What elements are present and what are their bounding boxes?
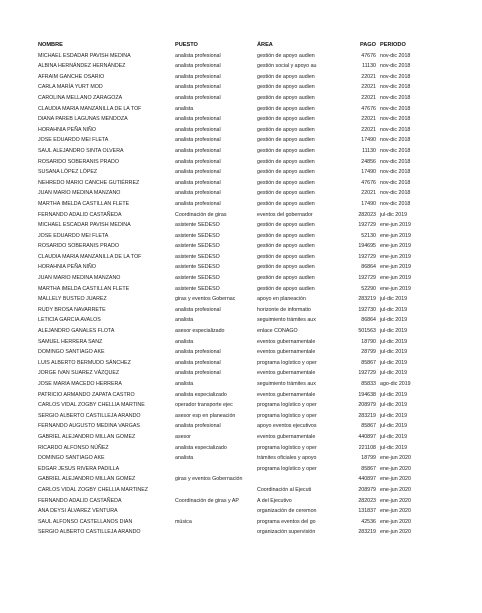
cell-periodo: jul-dic 2019 bbox=[380, 306, 408, 313]
cell-nombre: CAROLINA MELLANO ZARAGOZA bbox=[38, 94, 123, 101]
cell-puesto: analista profesional bbox=[175, 306, 221, 313]
cell-puesto: analista profesional bbox=[175, 359, 221, 366]
cell-pago: 192730 bbox=[358, 306, 376, 313]
cell-nombre: ROSARIDO SOBERANIS PRADO bbox=[38, 158, 119, 165]
cell-nombre: FERNANDO ADALID CASTAÑEDA bbox=[38, 497, 122, 504]
cell-area: gestión de apoyo audien bbox=[257, 275, 315, 282]
cell-nombre: JORGE IVAN SUAREZ VÁZQUEZ bbox=[38, 370, 120, 377]
cell-nombre: MALLELY BUSTEO JUAREZ bbox=[38, 296, 107, 303]
cell-nombre: CLAUDIA MARIA MANZANILLA DE LA TOF bbox=[38, 105, 142, 112]
cell-puesto: analista profesional bbox=[175, 200, 221, 207]
cell-pago: 283219 bbox=[358, 412, 376, 419]
table-row bbox=[38, 125, 448, 136]
cell-pago: 440897 bbox=[358, 433, 376, 440]
cell-periodo: ene-jun 2019 bbox=[380, 275, 411, 282]
cell-periodo: jul-dic 2019 bbox=[380, 296, 408, 303]
cell-nombre: AFRAIM GANCHE OSARIO bbox=[38, 73, 105, 80]
cell-nombre: ALEJANDRO GANALES FLOTA bbox=[38, 328, 115, 335]
cell-periodo: ene-jun 2019 bbox=[380, 232, 411, 239]
cell-periodo: ene-jun 2020 bbox=[380, 486, 411, 493]
cell-nombre: JOSE EDUARDO MEI FLETA bbox=[38, 137, 109, 144]
cell-puesto: asistente SEDESO bbox=[175, 285, 220, 292]
cell-periodo: ene-jun 2020 bbox=[380, 476, 411, 483]
cell-puesto: analista profesional bbox=[175, 137, 221, 144]
cell-periodo: jul-dic 2019 bbox=[380, 412, 408, 419]
table-row bbox=[38, 464, 448, 475]
table-row bbox=[38, 252, 448, 263]
cell-area: eventos del gobernador bbox=[257, 211, 313, 218]
cell-area: programa logístico y oper bbox=[257, 444, 317, 451]
cell-nombre: NEHREDO MARIO CANCHE GUTIÉRREZ bbox=[38, 179, 140, 186]
spreadsheet bbox=[38, 40, 448, 538]
cell-puesto: analista profesional bbox=[175, 190, 221, 197]
cell-nombre: MICHAEL ESCADAR PAVISH MEDINA bbox=[38, 222, 131, 229]
cell-periodo: ene-jun 2019 bbox=[380, 243, 411, 250]
table-row bbox=[38, 443, 448, 454]
cell-pago: 208979 bbox=[358, 402, 376, 409]
cell-puesto: analista especializado bbox=[175, 391, 227, 398]
cell-nombre: ANA DEYSI ÁLVAREZ VENTURA bbox=[38, 508, 118, 515]
cell-area: gestión de apoyo audien bbox=[257, 169, 315, 176]
cell-pago: 85867 bbox=[361, 359, 376, 366]
cell-pago: 18790 bbox=[361, 338, 376, 345]
cell-puesto: analista profesional bbox=[175, 158, 221, 165]
cell-puesto: giras y eventos Gobernación bbox=[175, 476, 243, 483]
cell-area: apoyo en planeación bbox=[257, 296, 306, 303]
cell-area: gestión de apoyo audien bbox=[257, 105, 315, 112]
cell-area: programa logístico y oper bbox=[257, 359, 317, 366]
cell-area: eventos gubernamentale bbox=[257, 338, 316, 345]
cell-puesto: Coordinación de giras y AP bbox=[175, 497, 239, 504]
cell-periodo: nov-dic 2018 bbox=[380, 73, 411, 80]
cell-area: gestión de apoyo audien bbox=[257, 243, 315, 250]
cell-area: gestión de apoyo audien bbox=[257, 222, 315, 229]
cell-area: gestión de apoyo audien bbox=[257, 73, 315, 80]
cell-periodo: nov-dic 2018 bbox=[380, 147, 411, 154]
cell-area: seguimiento trámites aux bbox=[257, 317, 316, 324]
table-row bbox=[38, 220, 448, 231]
cell-pago: 208979 bbox=[358, 486, 376, 493]
cell-pago: 11130 bbox=[362, 63, 376, 70]
table-row bbox=[38, 368, 448, 379]
cell-area: gestión de apoyo audien bbox=[257, 116, 315, 123]
cell-puesto: Coordinación de giras bbox=[175, 211, 227, 218]
cell-pago: 440897 bbox=[358, 476, 376, 483]
cell-pago: 17490 bbox=[361, 169, 376, 176]
cell-pago: 47676 bbox=[361, 105, 376, 112]
cell-pago: 221108 bbox=[358, 444, 376, 451]
cell-area: A del Ejecutivo bbox=[257, 497, 292, 504]
cell-pago: 192729 bbox=[358, 253, 376, 260]
cell-puesto: analista bbox=[175, 317, 194, 324]
table-row bbox=[38, 51, 448, 62]
cell-periodo: jul-dic 2019 bbox=[380, 370, 408, 377]
cell-puesto: música bbox=[175, 518, 192, 525]
cell-periodo: jul-dic 2019 bbox=[380, 338, 408, 345]
cell-pago: 18799 bbox=[361, 455, 376, 462]
table-row bbox=[38, 421, 448, 432]
cell-nombre: HORAHNIA PEÑA NIÑO bbox=[38, 264, 96, 271]
cell-area: gestión de apoyo audien bbox=[257, 52, 315, 59]
table-row bbox=[38, 358, 448, 369]
table-row bbox=[38, 517, 448, 528]
cell-area: gestión de apoyo audien bbox=[257, 137, 315, 144]
cell-periodo: nov-dic 2018 bbox=[380, 52, 411, 59]
cell-puesto: analista profesional bbox=[175, 52, 221, 59]
cell-area: eventos gubernamentale bbox=[257, 391, 316, 398]
cell-puesto: analista profesional bbox=[175, 84, 221, 91]
table-row bbox=[38, 210, 448, 221]
cell-nombre: DOMINGO SANTIAGO AKE bbox=[38, 349, 105, 356]
cell-puesto: giras y eventos Gobernac bbox=[175, 296, 236, 303]
cell-periodo: ene-jun 2020 bbox=[380, 518, 411, 525]
cell-nombre: RUDY BROSA NAVARRETE bbox=[38, 306, 106, 313]
cell-nombre: RICARDO ALFONSO NÚÑEZ bbox=[38, 444, 109, 451]
table-row bbox=[38, 61, 448, 72]
cell-pago: 22021 bbox=[361, 84, 376, 91]
cell-area: organización de ceremon bbox=[257, 508, 317, 515]
cell-puesto: operador transporte ejec bbox=[175, 402, 233, 409]
cell-nombre: DIANA PAREB LAGUNAS MENDOZA bbox=[38, 116, 128, 123]
cell-puesto: analista profesional bbox=[175, 73, 221, 80]
cell-area: gestión social y apoyo au bbox=[257, 63, 317, 70]
table-body bbox=[38, 51, 448, 538]
header-row bbox=[38, 40, 448, 51]
cell-periodo: nov-dic 2018 bbox=[380, 105, 411, 112]
table-row bbox=[38, 199, 448, 210]
cell-puesto: analista profesional bbox=[175, 169, 221, 176]
cell-pago: 17490 bbox=[361, 137, 376, 144]
cell-nombre: SAUL ALFONSO CASTELLANOS DIAN bbox=[38, 518, 133, 525]
cell-puesto: analista especializado bbox=[175, 444, 227, 451]
cell-nombre: DOMINGO SANTIAGO AKE bbox=[38, 455, 105, 462]
cell-area: gestión de apoyo audien bbox=[257, 285, 315, 292]
cell-nombre: CARLA MARÍA YURT MOD bbox=[38, 84, 103, 91]
cell-nombre: JOSE MARIA MACEDO HERRERA bbox=[38, 381, 122, 387]
table-row bbox=[38, 262, 448, 273]
cell-area: gestión de apoyo audien bbox=[257, 232, 315, 239]
cell-periodo: ene-jun 2019 bbox=[380, 285, 411, 292]
table-row bbox=[38, 241, 448, 252]
cell-puesto: analista bbox=[175, 381, 194, 387]
cell-nombre: CARLOS VIDAL ZOGBY CHELLIA MARTINE bbox=[38, 402, 145, 409]
table-row bbox=[38, 146, 448, 157]
cell-nombre: PATRICIO ARMANDO ZAPATA CASTRO bbox=[38, 391, 135, 398]
header-puesto: PUESTO bbox=[175, 42, 198, 48]
cell-pago: 85867 bbox=[361, 423, 376, 430]
table-row bbox=[38, 379, 448, 390]
cell-pago: 283219 bbox=[358, 296, 376, 303]
cell-puesto: analista profesional bbox=[175, 116, 221, 123]
cell-pago: 86864 bbox=[361, 264, 376, 271]
cell-nombre: GABRIEL ALEJANDRO MILLAN GOMEZ bbox=[38, 433, 136, 440]
header-periodo: PERIODO bbox=[380, 42, 406, 48]
cell-puesto: asistente SEDESO bbox=[175, 243, 220, 250]
cell-periodo: jul-dic 2019 bbox=[380, 359, 408, 366]
cell-periodo: jul-dic 2019 bbox=[380, 391, 408, 398]
cell-periodo: jul-dic 2019 bbox=[380, 433, 408, 440]
cell-nombre: SAMUEL HERRERA SANZ bbox=[38, 338, 103, 345]
cell-periodo: ene-jun 2019 bbox=[380, 253, 411, 260]
cell-puesto: analista profesional bbox=[175, 179, 221, 186]
cell-pago: 52290 bbox=[361, 285, 376, 292]
table-row bbox=[38, 527, 448, 538]
cell-puesto: asistente SEDESO bbox=[175, 232, 220, 239]
cell-nombre: SERGIO ALBERTO CASTILLEJA ARANDO bbox=[38, 412, 141, 419]
cell-periodo: ene-jun 2020 bbox=[380, 529, 411, 536]
cell-nombre: JUAN MARIO MEDINA MANZANO bbox=[38, 275, 121, 282]
cell-pago: 11130 bbox=[362, 147, 376, 154]
cell-pago: 22021 bbox=[361, 94, 376, 101]
table-row bbox=[38, 315, 448, 326]
cell-pago: 501563 bbox=[358, 328, 376, 335]
cell-periodo: nov-dic 2018 bbox=[380, 63, 411, 70]
cell-pago: 283219 bbox=[358, 529, 376, 536]
table-row bbox=[38, 114, 448, 125]
cell-area: eventos gubernamentale bbox=[257, 370, 316, 377]
cell-periodo: jul-dic 2019 bbox=[380, 211, 408, 218]
cell-periodo: jul-dic 2019 bbox=[380, 444, 408, 451]
cell-area: gestión de apoyo audien bbox=[257, 94, 315, 101]
cell-pago: 17490 bbox=[361, 200, 376, 207]
cell-pago: 22021 bbox=[361, 190, 376, 197]
cell-puesto: asesor esp en planeación bbox=[175, 412, 236, 419]
cell-pago: 131837 bbox=[358, 508, 376, 515]
cell-puesto: analista profesional bbox=[175, 94, 221, 101]
cell-puesto: analista bbox=[175, 105, 194, 112]
cell-nombre: EDGAR JESUS RIVERA PADILLA bbox=[38, 465, 120, 472]
table-row bbox=[38, 411, 448, 422]
cell-puesto: asesor bbox=[175, 433, 191, 440]
cell-area: programa logístico y oper bbox=[257, 402, 317, 409]
cell-periodo: nov-dic 2018 bbox=[380, 179, 411, 186]
cell-nombre: SAUL ALEJANDRO SINTA OLVERA bbox=[38, 147, 124, 154]
cell-pago: 24856 bbox=[361, 158, 376, 165]
table-row bbox=[38, 294, 448, 305]
table-row bbox=[38, 167, 448, 178]
cell-nombre: MARTHA IMELDA CASTILLAN FLETE bbox=[38, 200, 130, 207]
cell-pago: 192729 bbox=[358, 275, 376, 282]
cell-periodo: ene-jun 2020 bbox=[380, 455, 411, 462]
cell-pago: 85833 bbox=[361, 381, 376, 387]
cell-nombre: MICHAEL ESDADAR PAVISH MEDINA bbox=[38, 52, 131, 59]
table-row bbox=[38, 337, 448, 348]
table-row bbox=[38, 506, 448, 517]
cell-periodo: jul-dic 2019 bbox=[380, 328, 408, 335]
cell-pago: 22021 bbox=[361, 126, 376, 133]
cell-nombre: FERNANDO ADALID CASTAÑEDA bbox=[38, 211, 122, 218]
cell-pago: 42536 bbox=[361, 518, 376, 525]
cell-pago: 192729 bbox=[358, 222, 376, 229]
cell-area: organización supervisión bbox=[257, 529, 316, 536]
cell-area: gestión de apoyo audien bbox=[257, 179, 315, 186]
cell-nombre: GABRIEL ALEJANDRO MILLAN GOMEZ bbox=[38, 476, 136, 483]
table-row bbox=[38, 284, 448, 295]
cell-puesto: analista profesional bbox=[175, 370, 221, 377]
cell-periodo: jul-dic 2019 bbox=[380, 349, 408, 356]
cell-periodo: jul-dic 2019 bbox=[380, 402, 408, 409]
cell-area: programa logístico y oper bbox=[257, 465, 317, 472]
cell-pago: 194638 bbox=[358, 391, 376, 398]
cell-pago: 22021 bbox=[361, 73, 376, 80]
cell-area: trámites oficiales y apoyo bbox=[257, 455, 317, 462]
cell-periodo: nov-dic 2018 bbox=[380, 169, 411, 176]
cell-periodo: nov-dic 2018 bbox=[380, 190, 411, 197]
table-row bbox=[38, 347, 448, 358]
cell-area: seguimiento trámites aux bbox=[257, 381, 316, 387]
cell-periodo: ene-jun 2019 bbox=[380, 264, 411, 271]
cell-puesto: asistente SEDESO bbox=[175, 222, 220, 229]
cell-nombre: ROSARIDO SOBERANIS PRADO bbox=[38, 243, 119, 250]
table-row bbox=[38, 188, 448, 199]
header-nombre: NOMBRE bbox=[38, 42, 63, 48]
cell-pago: 282023 bbox=[358, 497, 376, 504]
table-row bbox=[38, 157, 448, 168]
cell-area: Coordinación al Ejecuti bbox=[257, 486, 312, 493]
cell-periodo: ene-jun 2019 bbox=[380, 222, 411, 229]
cell-nombre: CARLOS VIDAL ZOGBY CHELLIA MARTINEZ bbox=[38, 486, 148, 493]
table-row bbox=[38, 178, 448, 189]
cell-area: gestión de apoyo audien bbox=[257, 126, 315, 133]
table-row bbox=[38, 453, 448, 464]
cell-area: enlace CONAGO bbox=[257, 328, 298, 335]
table-row bbox=[38, 326, 448, 337]
cell-periodo: ago-dic 2019 bbox=[380, 381, 411, 387]
cell-area: gestión de apoyo audien bbox=[257, 190, 315, 197]
cell-nombre: LETICIA GARCIA AVALOS bbox=[38, 317, 101, 324]
table-row bbox=[38, 72, 448, 83]
cell-area: gestión de apoyo audien bbox=[257, 253, 315, 260]
table-row bbox=[38, 305, 448, 316]
cell-nombre: ALBINA HERNÁNDEZ HERNÁNDEZ bbox=[38, 63, 126, 70]
cell-periodo: ene-jun 2020 bbox=[380, 497, 411, 504]
cell-puesto: asistente SEDESO bbox=[175, 275, 220, 282]
cell-area: gestión de apoyo audien bbox=[257, 84, 315, 91]
cell-area: gestión de apoyo audien bbox=[257, 264, 315, 271]
cell-area: gestión de apoyo audien bbox=[257, 200, 315, 207]
cell-pago: 85867 bbox=[361, 465, 376, 472]
cell-area: gestión de apoyo audien bbox=[257, 147, 315, 154]
cell-puesto: analista profesional bbox=[175, 147, 221, 154]
table-row bbox=[38, 93, 448, 104]
cell-area: eventos gubernamentale bbox=[257, 349, 316, 356]
cell-nombre: MARTHA IMELDA CASTILLAN FLETE bbox=[38, 285, 130, 292]
cell-periodo: nov-dic 2018 bbox=[380, 137, 411, 144]
cell-area: eventos gubernamentale bbox=[257, 433, 316, 440]
cell-nombre: JUAN MARIO MEDINA MANZANO bbox=[38, 190, 121, 197]
cell-nombre: LUIS ALBERTO BERMUDO SÁNCHEZ bbox=[38, 359, 131, 366]
cell-pago: 194695 bbox=[358, 243, 376, 250]
cell-pago: 86864 bbox=[361, 317, 376, 324]
table-row bbox=[38, 432, 448, 443]
cell-periodo: ene-jun 2020 bbox=[380, 508, 411, 515]
cell-periodo: nov-dic 2018 bbox=[380, 94, 411, 101]
header-area: ÁREA bbox=[257, 42, 273, 48]
cell-pago: 192729 bbox=[358, 370, 376, 377]
cell-nombre: SUSANA LÓPEZ LÓPEZ bbox=[38, 169, 98, 176]
cell-area: gestión de apoyo audien bbox=[257, 158, 315, 165]
cell-area: programa eventos del go bbox=[257, 518, 316, 525]
table-row bbox=[38, 496, 448, 507]
table-row bbox=[38, 400, 448, 411]
cell-pago: 282023 bbox=[358, 211, 376, 218]
cell-puesto: asistente SEDESO bbox=[175, 253, 220, 260]
cell-pago: 22021 bbox=[361, 116, 376, 123]
table-row bbox=[38, 273, 448, 284]
cell-puesto: analista profesional bbox=[175, 349, 221, 356]
cell-periodo: nov-dic 2018 bbox=[380, 84, 411, 91]
cell-periodo: nov-dic 2018 bbox=[380, 126, 411, 133]
cell-pago: 52130 bbox=[361, 232, 376, 239]
table-row bbox=[38, 82, 448, 93]
cell-periodo: ene-jun 2020 bbox=[380, 465, 411, 472]
cell-puesto: asistente SEDESO bbox=[175, 264, 220, 271]
cell-puesto: analista bbox=[175, 455, 194, 462]
cell-nombre: FERNANDO AUGUSTO MEDINA VARGAS bbox=[38, 423, 140, 430]
cell-periodo: jul-dic 2019 bbox=[380, 423, 408, 430]
cell-periodo: jul-dic 2019 bbox=[380, 317, 408, 324]
header-pago: PAGO bbox=[359, 42, 376, 48]
cell-periodo: nov-dic 2018 bbox=[380, 200, 411, 207]
cell-nombre: JOSE EDUARDO MEI FLETA bbox=[38, 232, 109, 239]
table-row bbox=[38, 135, 448, 146]
cell-periodo: nov-dic 2018 bbox=[380, 158, 411, 165]
cell-puesto: analista profesional bbox=[175, 63, 221, 70]
table-row bbox=[38, 104, 448, 115]
cell-nombre: CLAUDIA MARIA MANZANILLA DE LA TOF bbox=[38, 253, 142, 260]
table-row bbox=[38, 485, 448, 496]
table-row bbox=[38, 474, 448, 485]
cell-nombre: SERGIO ALBERTO CASTILLEJA ARANDO bbox=[38, 529, 141, 536]
cell-periodo: nov-dic 2018 bbox=[380, 116, 411, 123]
cell-pago: 28799 bbox=[361, 349, 376, 356]
cell-pago: 47676 bbox=[361, 52, 376, 59]
table-row bbox=[38, 390, 448, 401]
cell-puesto: analista profesional bbox=[175, 423, 221, 430]
cell-pago: 47676 bbox=[361, 179, 376, 186]
cell-puesto: asesor especializado bbox=[175, 328, 225, 335]
cell-nombre: HORAHNIA PEÑA NIÑO bbox=[38, 126, 96, 133]
cell-area: programa logístico y oper bbox=[257, 412, 317, 419]
cell-area: apoyo eventos ejecutivos bbox=[257, 423, 317, 430]
table-row bbox=[38, 231, 448, 242]
cell-puesto: analista profesional bbox=[175, 126, 221, 133]
cell-puesto: analista bbox=[175, 338, 194, 345]
cell-area: horizonte de informatio bbox=[257, 306, 311, 313]
